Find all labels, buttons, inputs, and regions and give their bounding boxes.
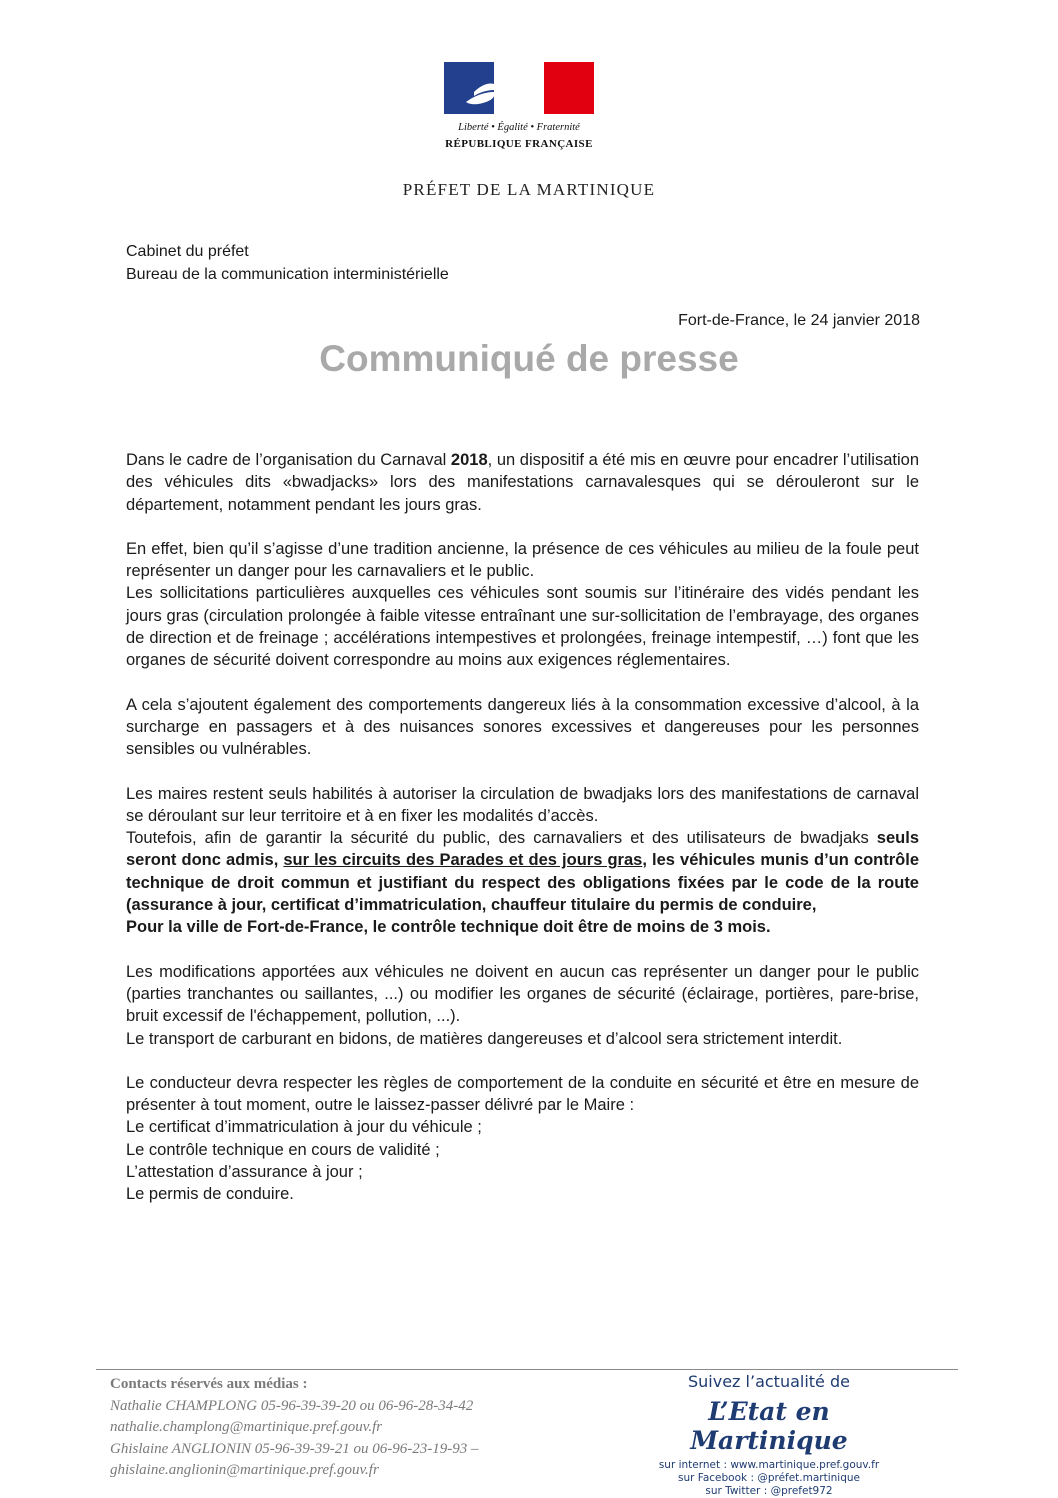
- etat-logo-text: L’Etat en Martinique: [690, 1397, 848, 1455]
- sender-block: [126, 240, 449, 286]
- media-contacts: [110, 1374, 630, 1482]
- contact-line: Ghislaine ANGLIONIN 05-96-39-39-21 ou 06-96-23-19-93 –: [110, 1440, 479, 1457]
- paragraph: Le conducteur devra respecter les règles de comportement de la conduite en sécurité et être en mesure de présenter à tout moment, outre le laissez-passer délivré par le Maire :: [126, 1073, 919, 1115]
- marianne-logo: [444, 62, 594, 158]
- prefecture-name: PRÉFET DE LA MARTINIQUE: [402, 180, 656, 199]
- facebook-link[interactable]: sur Facebook : @préfet.martinique: [677, 1472, 861, 1484]
- follow-label: Suivez l’actualité de: [688, 1372, 850, 1391]
- paragraph: A cela s’ajoutent également des comportements dangereux liés à la consommation excessive d’alcool, à la surcharge en passagers et à des nuisances sonores excessives et dangereuses pour les personnes sensibles ou vulnérables.: [126, 695, 919, 759]
- list-item: Le certificat d’immatriculation à jour du véhicule ;: [126, 1118, 482, 1137]
- paragraph: Les maires restent seuls habilités à autoriser la circulation de bwadjaks lors des manifestations de carnaval se déroulant sur leur territoire et à en fixer les modalités d’accès.: [126, 784, 919, 825]
- contact-email[interactable]: nathalie.champlong@martinique.pref.gouv.fr: [110, 1419, 383, 1436]
- paragraph: Toutefois, afin de garantir la sécurité du public, des carnavaliers et des utilisateurs de bwadjaks seuls seront donc admis, sur les circuits des Parades et des jours gras, les véhicules munis d’un contrôle technique de droit commun et justifiant du respect des obligations fixées par le code de la route (assurance à jour, certificat d’immatriculation, chauffeur titulaire du permis de conduire,: [126, 829, 919, 915]
- list-item: Le permis de conduire.: [126, 1185, 294, 1204]
- sender-line: Cabinet du préfet: [126, 243, 249, 260]
- paragraph: Les sollicitations particulières auxquelles ces véhicules sont soumis sur l’itinéraire des vidés pendant les jours gras (circulation prolongée à faible vitesse entraînant une sur-sollicitation de l’embrayage, des organes de direction et de freinage ; accélérations intempestives et prolongées, freinage intempestif, …) font que les organes de sécurité doivent correspondre au moins aux exigences réglementaires.: [126, 584, 919, 670]
- paragraph: Les modifications apportées aux véhicules ne doivent en aucun cas représenter un danger pour le public (parties tranchantes ou saillantes, ...) ou modifier les organes de sécurité (éclairage, portières, pare-brise, bruit excessif de l'échappement, pollution, ...).: [126, 962, 919, 1026]
- document-title: Communiqué de presse: [319, 338, 739, 379]
- website-link[interactable]: sur internet : www.martinique.pref.gouv.fr: [658, 1459, 880, 1471]
- paragraph: En effet, bien qu’il s’agisse d’une tradition ancienne, la présence de ces véhicules au milieu de la foule peut représenter un danger pour les carnavaliers et le public.: [126, 539, 919, 581]
- republic-motto: Liberté • Égalité • Fraternité: [458, 122, 580, 133]
- follow-block: [640, 1370, 898, 1498]
- marianne-profile-icon: [444, 62, 594, 114]
- paragraph: Le transport de carburant en bidons, de matières dangereuses et d’alcool sera strictement interdit.: [126, 1029, 843, 1048]
- twitter-link[interactable]: sur Twitter : @prefet972: [705, 1485, 833, 1497]
- contact-line: Nathalie CHAMPLONG 05-96-39-39-20 ou 06-96-28-34-42: [110, 1397, 474, 1414]
- paragraph-bold: Pour la ville de Fort-de-France, le contrôle technique doit être de moins de 3 mois.: [126, 918, 771, 937]
- document-body: [126, 449, 919, 1206]
- paragraph: Dans le cadre de l’organisation du Carnaval 2018, un dispositif a été mis en œuvre pour encadrer l’utilisation des véhicules dits «bwadjacks» lors des manifestations carnavalesques qui se dérouleront sur le département, notamment pendant les jours gras.: [126, 451, 919, 514]
- contacts-title: Contacts réservés aux médias :: [110, 1376, 308, 1392]
- list-item: Le contrôle technique en cours de validité ;: [126, 1140, 440, 1159]
- contact-email[interactable]: ghislaine.anglionin@martinique.pref.gouv.fr: [110, 1462, 379, 1479]
- republic-name: RÉPUBLIQUE FRANÇAISE: [445, 138, 593, 150]
- document-date: Fort-de-France, le 24 janvier 2018: [678, 312, 920, 329]
- sender-line: Bureau de la communication interministérielle: [126, 266, 449, 283]
- underlined-circuits: sur les circuits des Parades et des jours gras: [283, 851, 643, 870]
- list-item: L’attestation d’assurance à jour ;: [126, 1163, 363, 1182]
- bold-year: 2018: [450, 451, 488, 469]
